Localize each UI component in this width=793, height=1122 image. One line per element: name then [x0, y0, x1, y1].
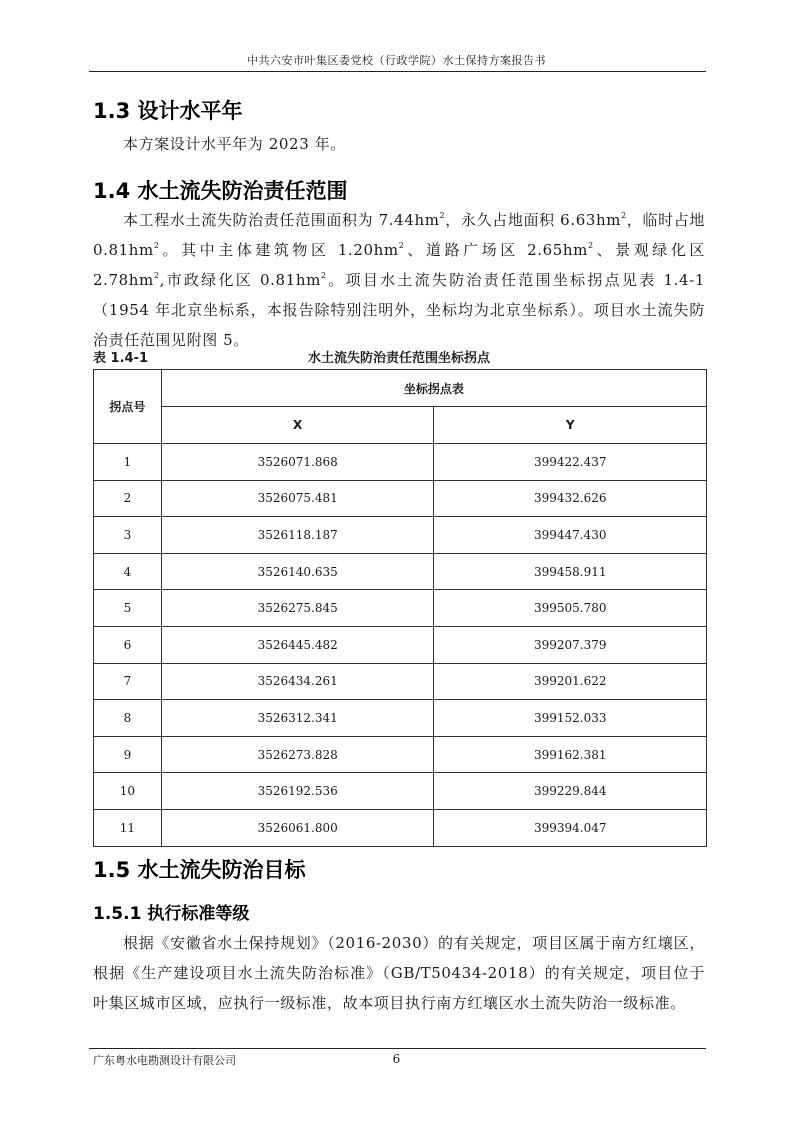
cell-x: 3526275.845 [161, 590, 434, 627]
cell-point-no: 8 [94, 700, 162, 737]
coordinate-table [93, 369, 707, 847]
area-unit-superscript: 2 [398, 241, 405, 250]
table-row [94, 553, 707, 590]
table-row [94, 736, 707, 773]
cell-x: 3526192.536 [161, 773, 434, 810]
table-row [94, 590, 707, 627]
area-unit-superscript: 2 [621, 211, 627, 220]
column-header-group: 坐标拐点表 [161, 370, 706, 407]
cell-y: 399162.381 [434, 736, 707, 773]
table-title: 水土流失防治责任范围坐标拐点 [307, 351, 490, 366]
page-number: 6 [392, 1052, 401, 1066]
area-unit-superscript: 2 [439, 211, 446, 220]
column-header-x: X [161, 407, 434, 444]
cell-point-no: 5 [94, 590, 162, 627]
cell-x: 3526140.635 [161, 553, 434, 590]
column-header-point-no: 拐点号 [94, 370, 162, 444]
area-unit-superscript: 2 [587, 241, 594, 250]
cell-point-no: 11 [94, 809, 162, 846]
section-heading-1-4: 1.4 水土流失防治责任范围 [93, 179, 348, 203]
cell-point-no: 1 [94, 444, 162, 481]
paragraph-standard-level: 根据《安徽省水土保持规划》（2016-2030）的有关规定，项目区属于南方红壤区，根据《生产建设项目水土流失防治标准》（GB/T50434-2018）的有关规定，项目位于叶集区城市区域，应执行一级标准，故本项目执行南方红壤区水土流失防治一级标准。 [93, 934, 705, 1012]
section-heading-1-5: 1.5 水土流失防治目标 [93, 858, 306, 882]
cell-point-no: 7 [94, 663, 162, 700]
footer-company: 广东粤水电勘测设计有限公司 [93, 1054, 236, 1067]
cell-x: 3526445.482 [161, 626, 434, 663]
area-text-total: 本工程水土流失防治责任范围面积为 7.44hm [123, 211, 440, 229]
cell-y: 399229.844 [434, 773, 707, 810]
area-unit-superscript: 2 [153, 241, 160, 250]
area-text-landscape: 、景观绿化区 2.78hm [93, 241, 706, 289]
table-row [94, 809, 707, 846]
cell-x: 3526312.341 [161, 700, 434, 737]
table-row [94, 517, 707, 554]
cell-y: 399201.622 [434, 663, 707, 700]
cell-x: 3526118.187 [161, 517, 434, 554]
area-unit-superscript: 2 [320, 271, 327, 280]
table-number: 表 1.4-1 [93, 351, 148, 366]
table-row [94, 444, 707, 481]
cell-y: 399447.430 [434, 517, 707, 554]
area-text-temporary: ，临时占地 0.81hm [93, 211, 705, 259]
cell-x: 3526071.868 [161, 444, 434, 481]
cell-point-no: 3 [94, 517, 162, 554]
area-text-road: 、道路广场区 2.65hm [404, 241, 588, 259]
cell-point-no: 6 [94, 626, 162, 663]
table-row [94, 663, 707, 700]
cell-point-no: 10 [94, 773, 162, 810]
cell-y: 399505.780 [434, 590, 707, 627]
paragraph-responsibility-area [93, 205, 705, 355]
cell-point-no: 4 [94, 553, 162, 590]
cell-point-no: 2 [94, 480, 162, 517]
section-heading-1-5-1: 1.5.1 执行标准等级 [93, 904, 250, 924]
cell-x: 3526061.800 [161, 809, 434, 846]
running-header: 中共六安市叶集区委党校（行政学院）水土保持方案报告书 [247, 54, 546, 67]
cell-y: 399394.047 [434, 809, 707, 846]
cell-x: 3526075.481 [161, 480, 434, 517]
table-row [94, 700, 707, 737]
cell-x: 3526273.828 [161, 736, 434, 773]
cell-y: 399432.626 [434, 480, 707, 517]
footer-divider [89, 1048, 706, 1049]
header-divider [89, 71, 706, 72]
column-header-y: Y [434, 407, 707, 444]
table-row [94, 626, 707, 663]
area-text-reference: 。项目水土流失防治责任范围坐标拐点见表 1.4-1（1954 年北京坐标系，本报告除特别注明外，坐标均为北京坐标系）。项目水土流失防治责任范围见附图 5。 [93, 271, 705, 349]
cell-y: 399207.379 [434, 626, 707, 663]
table-row [94, 480, 707, 517]
cell-y: 399422.437 [434, 444, 707, 481]
area-unit-superscript: 2 [153, 271, 160, 280]
section-heading-1-3: 1.3 设计水平年 [93, 99, 243, 123]
area-text-permanent: ，永久占地面积 6.63hm [445, 211, 622, 229]
table-row [94, 773, 707, 810]
area-text-building: 。其中主体建筑物区 1.20hm [159, 241, 399, 259]
cell-x: 3526434.261 [161, 663, 434, 700]
paragraph-design-year: 本方案设计水平年为 2023 年。 [123, 135, 346, 153]
cell-y: 399152.033 [434, 700, 707, 737]
cell-y: 399458.911 [434, 553, 707, 590]
cell-point-no: 9 [94, 736, 162, 773]
area-text-municipal: ,市政绿化区 0.81hm [159, 271, 321, 289]
